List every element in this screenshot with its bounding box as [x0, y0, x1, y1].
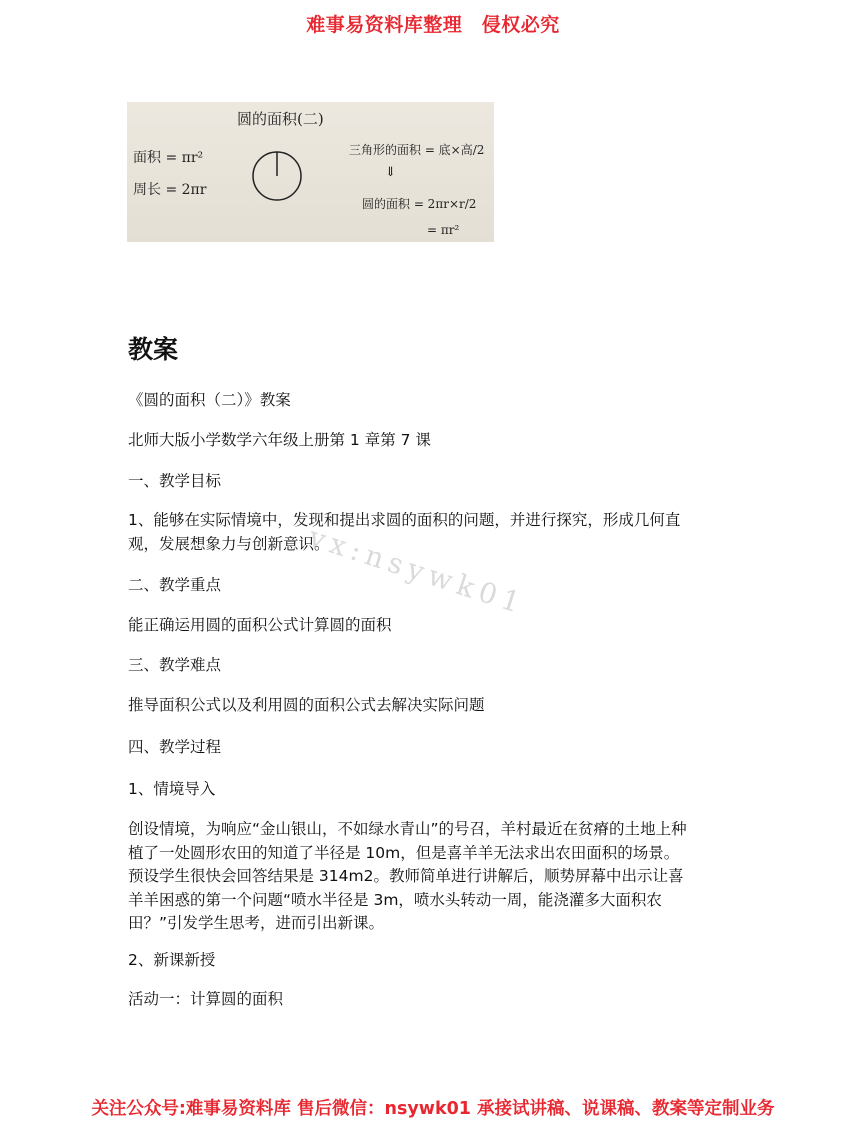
paragraph	[128, 694, 485, 718]
watermark: vx:nsywk01	[304, 520, 530, 622]
handwritten-notes-photo	[127, 102, 494, 242]
section-heading	[128, 470, 221, 494]
line: 能正确运用圆的面积公式计算圆的面积	[128, 616, 392, 634]
line: 《圆的面积（二）》教案	[128, 391, 291, 409]
header-banner: 难事易资料库整理 侵权必究	[306, 14, 560, 36]
line: 四、教学过程	[128, 738, 222, 756]
section-heading	[128, 574, 221, 598]
paragraph	[128, 389, 291, 413]
paragraph	[128, 818, 687, 936]
section-heading	[128, 654, 221, 678]
line: 观，发展想象力与创新意识。	[128, 534, 330, 553]
line: 推导面积公式以及利用圆的面积公式去解决实际问题	[128, 696, 485, 714]
section-heading	[128, 736, 221, 760]
paragraph	[128, 429, 431, 453]
line: 预设学生很快会回答结果是 314m2。教师简单进行讲解后，顺势屏幕中出示让喜	[128, 867, 684, 885]
line: 1、能够在实际情境中，发现和提出求圆的面积的问题，并进行探究，形成几何直	[128, 511, 681, 529]
line: 活动一：计算圆的面积	[128, 990, 284, 1008]
line: 1、情境导入	[128, 780, 216, 798]
photo-left-line: 面积 = πr²	[133, 150, 204, 166]
doc-heading: 教案	[128, 335, 179, 364]
line: 田？”引发学生思考，进而引出新课。	[128, 914, 385, 932]
line: 北师大版小学数学六年级上册第 1 章第 7 课	[128, 431, 431, 449]
footer-banner: 关注公众号:难事易资料库 售后微信：nsywk01 承接试讲稿、说课稿、教案等定制业务	[91, 1099, 775, 1119]
photo-right-line: = πr²	[427, 223, 460, 237]
photo-right-line: 圆的面积 = 2πr×r/2	[362, 197, 477, 211]
photo-title: 圆的面积(二)	[237, 110, 324, 128]
subsection-heading	[128, 949, 215, 973]
photo-right-line: ⇓	[385, 165, 396, 180]
line: 2、新课新授	[128, 951, 216, 969]
line: 创设情境，为响应“金山银山，不如绿水青山”的号召，羊村最近在贫瘠的土地上种	[128, 820, 687, 838]
photo-right-line: 三角形的面积 = 底×高/2	[349, 143, 485, 157]
line: 二、教学重点	[128, 576, 222, 594]
paragraph	[128, 988, 283, 1012]
line: 植了一处圆形农田的知道了半径是 10m，但是喜羊羊无法求出农田面积的场景。	[128, 843, 680, 862]
photo-left-line: 周长 = 2πr	[133, 182, 207, 198]
line: 三、教学难点	[128, 656, 222, 674]
line: 羊羊困惑的第一个问题“喷水半径是 3m，喷水头转动一周，能浇灌多大面积农	[128, 890, 662, 909]
subsection-heading	[128, 778, 215, 802]
paragraph	[128, 614, 392, 638]
line: 一、教学目标	[128, 472, 222, 490]
